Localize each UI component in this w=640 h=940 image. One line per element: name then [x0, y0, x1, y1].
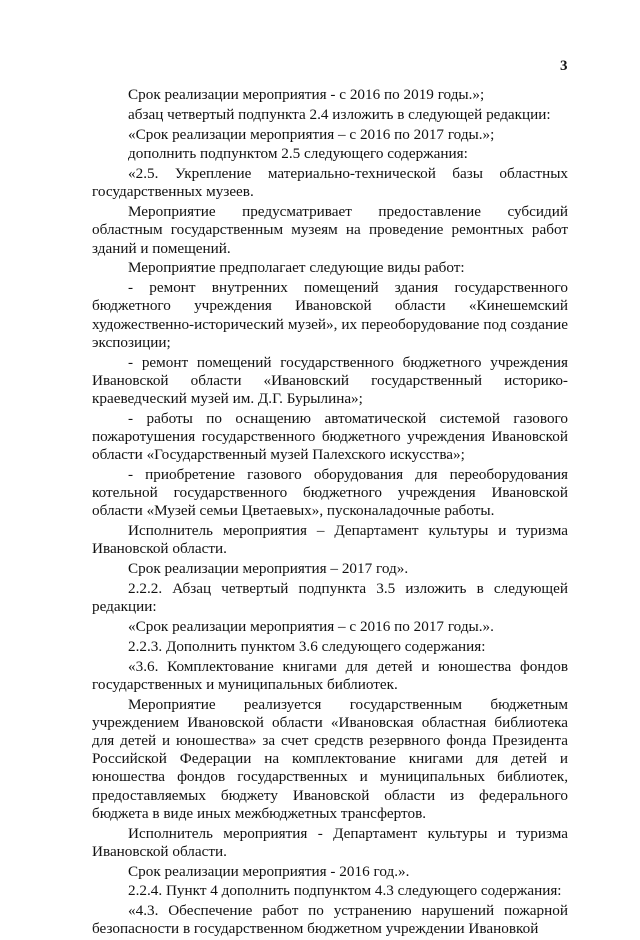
- paragraph: Мероприятие предполагает следующие виды работ:: [128, 259, 465, 277]
- list-item: - работы по оснащению автоматической системой газового пожаротушения государственного бюджетного учреждения Ивановской области «Государственный музей Палехского искусства»;: [92, 409, 568, 464]
- paragraph: «4.3. Обеспечение работ по устранению нарушений пожарной безопасности в государственном бюджетном учреждении Ивановкой: [92, 902, 568, 938]
- paragraph: Мероприятие предусматривает предоставление субсидий областным государственным музеям на проведение ремонтных работ зданий и помещений.: [92, 203, 568, 257]
- paragraph: 2.2.3. Дополнить пунктом 3.6 следующего содержания:: [128, 637, 486, 655]
- paragraph: абзац четвертый подпункта 2.4 изложить в следующей редакции:: [128, 105, 551, 123]
- page-number: 3: [560, 58, 568, 74]
- document-body: [92, 86, 568, 940]
- paragraph: «3.6. Комплектование книгами для детей и юношества фондов государственных и муниципальных библиотек.: [92, 657, 568, 693]
- paragraph: Исполнитель мероприятия - Департамент культуры и туризма Ивановской области.: [92, 824, 568, 860]
- list-item: - ремонт внутренних помещений здания государственного бюджетного учреждения Ивановской области «Кинешемский художественно-исторический музей», их переоборудование под создание экспозиции;: [92, 279, 568, 351]
- paragraph: Срок реализации мероприятия - 2016 год.».: [128, 862, 410, 880]
- paragraph: 2.2.4. Пункт 4 дополнить подпунктом 4.3 следующего содержания:: [128, 882, 562, 900]
- paragraph: Срок реализации мероприятия - с 2016 по 2019 годы.»;: [128, 86, 485, 103]
- paragraph: дополнить подпунктом 2.5 следующего содержания:: [128, 145, 468, 163]
- paragraph: 2.2.2. Абзац четвертый подпункта 3.5 изложить в следующей редакции:: [92, 580, 568, 616]
- paragraph: Исполнитель мероприятия – Департамент культуры и туризма Ивановской области.: [92, 522, 568, 558]
- paragraph: «Срок реализации мероприятия – с 2016 по 2017 годы.».: [128, 618, 494, 635]
- paragraph: Мероприятие реализуется государственным бюджетным учреждением Ивановской области «Ивановская областная библиотека для детей и юношества» за счет средств резервного фонда Президента Российской Федерации на комплектование книгами для детей и юношества фондов государственных и муниципальных библиотек, предоставляемых бюджету Ивановской области из федерального бюджета в виде иных межбюджетных трансфертов.: [92, 695, 568, 822]
- list-item: - приобретение газового оборудования для переоборудования котельной государственного бюджетного учреждения Ивановской области «Музей семьи Цветаевых», пусконаладочные работы.: [92, 466, 568, 520]
- list-item: - ремонт помещений государственного бюджетного учреждения Ивановской области «Ивановский государственный историко-краеведческий музей им. Д.Г. Бурылина»;: [92, 353, 568, 407]
- paragraph: Срок реализации мероприятия – 2017 год».: [128, 560, 409, 578]
- paragraph: «2.5. Укрепление материально-технической базы областных государственных музеев.: [92, 165, 568, 201]
- paragraph: «Срок реализации мероприятия – с 2016 по 2017 годы.»;: [128, 125, 495, 143]
